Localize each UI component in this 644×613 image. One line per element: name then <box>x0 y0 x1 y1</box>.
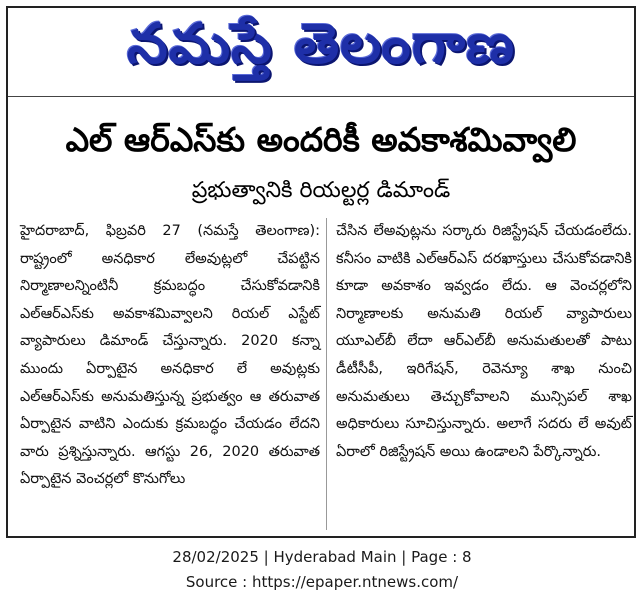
masthead-divider <box>8 96 634 97</box>
masthead-logo: నమస్తే తెలంగాణ <box>127 10 515 76</box>
article-column-right: చేసిన లేఅవుట్లను సర్కారు రిజిస్ట్రేషన్ చేయడంలేదు. కనీసం వాటికి ఎల్‌ఆర్‌ఎస్ దరఖాస్తులు చేసుకోవడానికి కూడా అవకాశం ఇవ్వడం లేదు. ఆ వెంచర్లలోని నిర్మాణాలకు అనుమతి రియల్ వ్యాపారులు యూఎల్‌బీ లేదా ఆర్‌ఎల్‌బీ అనుమతులతో పాటు డీటీసీపీ, ఇరిగేషన్, రెవెన్యూ శాఖ నుంచి అనుమతులు తెచ్చుకోవాలని మున్సిపల్ శాఖ అధికారులు సూచిస్తున్నారు. అలాగే సదరు లే అవుట్ ఏరాలో రిజిస్ట్రేషన్ అయి ఉండాలని పేర్కొన్నారు. <box>336 223 632 460</box>
masthead <box>8 8 634 92</box>
subheadline: ప్రభుత్వానికి రియల్టర్ల డిమాండ్ <box>191 178 451 203</box>
news-clipping <box>6 6 636 538</box>
headline: ఎల్ ఆర్ఎస్‌కు అందరికీ అవకాశమివ్వాలి <box>65 120 577 159</box>
footer-dateline: 28/02/2025 | Hyderabad Main | Page : 8 <box>172 548 472 566</box>
article-column-left: హైదరాబాద్, ఫిబ్రవరి 27 (నమస్తే తెలంగాణ): రాష్ట్రంలో అనధికార లేఅవుట్లలో చేపట్టిన నిర్మాణాలన్నింటినీ క్రమబద్ధం చేసుకోవడానికి ఎల్‌ఆర్‌ఎస్‌కు అవకాశమివ్వాలని రియల్ ఎస్టేట్ వ్యాపారులు డిమాండ్ చేస్తున్నారు. 2020 కన్నా ముందు ఏర్పాటైన అనధికార లే అవుట్లకు ఎల్‌ఆర్‌ఎస్‌కు అనుమతిస్తున్న ప్రభుత్వం ఆ తరువాత ఏర్పాటైన వాటిని ఎందుకు క్రమబద్ధం చేయడం లేదని వారు ప్రశ్నిస్తున్నారు. ఆగస్టు 26, 2020 తరువాత ఏర్పాటైన వెంచర్లలో కొనుగోలు <box>20 223 320 488</box>
column-divider <box>326 218 327 530</box>
footer-source: Source : https://epaper.ntnews.com/ <box>185 573 459 591</box>
